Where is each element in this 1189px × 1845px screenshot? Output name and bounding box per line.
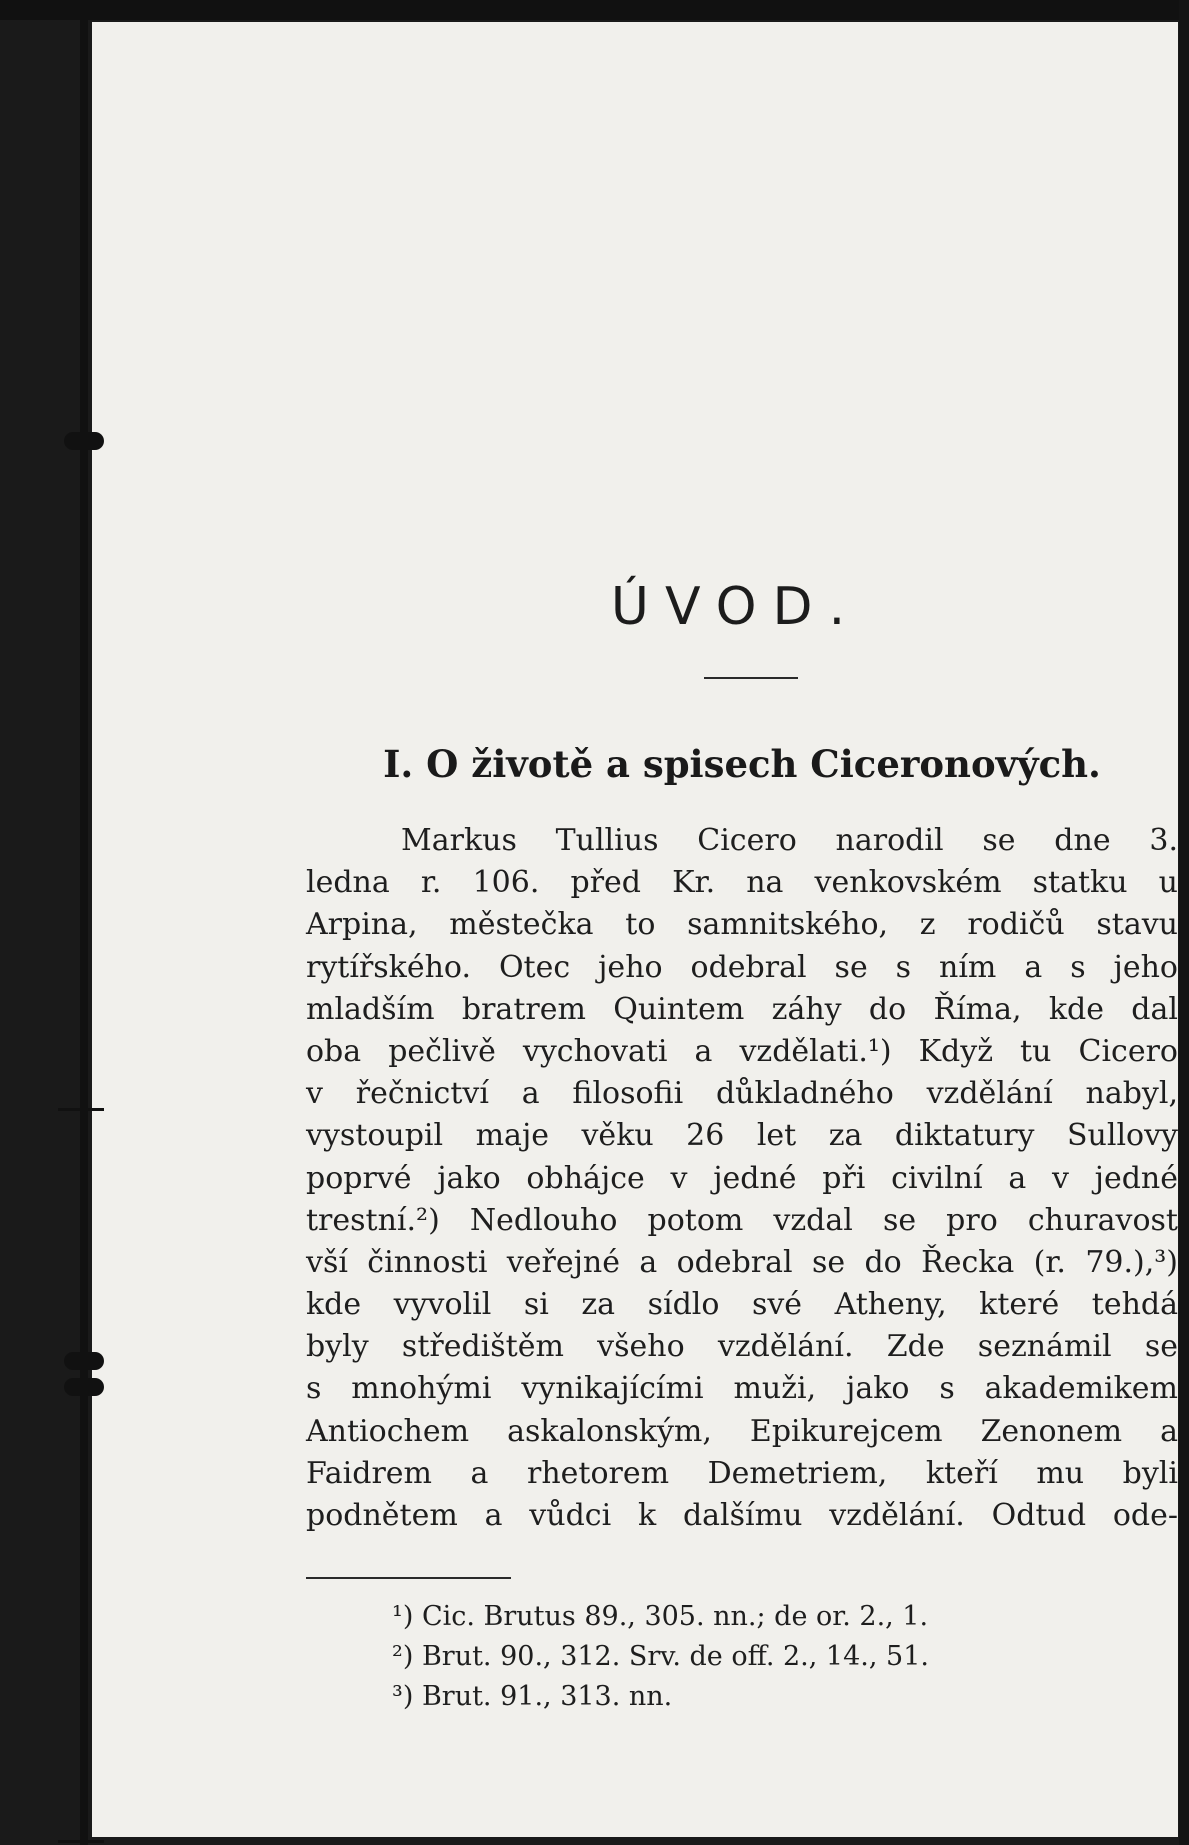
text-line: poprvé jako obhájce v jedné při civilní a v jedné bbox=[306, 1160, 1178, 1196]
text-line: v řečnictví a filosofii důkladného vzdělání nabyl, bbox=[306, 1076, 1178, 1112]
section-title: I. O životě a spisech Ciceronových. bbox=[383, 742, 1101, 786]
binding-knot bbox=[64, 432, 104, 450]
footnote: ¹) Cic. Brutus 89., 305. nn.; de or. 2., 1. bbox=[392, 1601, 929, 1632]
text-line: Arpina, městečka to samnitského, z rodičů stavu bbox=[306, 907, 1178, 943]
text-line: Markus Tullius Cicero narodil se dne 3. bbox=[401, 823, 1178, 858]
footnote: ³) Brut. 91., 313. nn. bbox=[392, 1681, 673, 1712]
text-line: s mnohými vynikajícími muži, jako s akademikem bbox=[306, 1371, 1178, 1407]
footnote: ²) Brut. 90., 312. Srv. de off. 2., 14., 51. bbox=[392, 1641, 929, 1672]
binding-knot bbox=[64, 1378, 104, 1396]
book-page bbox=[92, 22, 1178, 1837]
text-line: rytířského. Otec jeho odebral se s ním a s jeho bbox=[306, 949, 1178, 985]
text-line: Antiochem askalonským, Epikurejcem Zenonem a bbox=[306, 1413, 1178, 1449]
text-line: oba pečlivě vychovati a vzdělati.¹) Když tu Cicero bbox=[306, 1033, 1178, 1069]
body-paragraph bbox=[306, 820, 1178, 1537]
heading-divider bbox=[704, 677, 798, 679]
text-line: kde vyvolil si za sídlo své Atheny, které tehdá bbox=[306, 1287, 1178, 1323]
text-line: byly středištěm všeho vzdělání. Zde seznámil se bbox=[306, 1329, 1178, 1365]
binding-stitch bbox=[58, 1108, 104, 1111]
text-line: trestní.²) Nedlouho potom vzdal se pro churavost bbox=[306, 1202, 1178, 1238]
binding-knot bbox=[64, 1352, 104, 1370]
text-line: podnětem a vůdci k dalšímu vzdělání. Odtud ode- bbox=[306, 1498, 1178, 1533]
text-line: Faidrem a rhetorem Demetriem, kteří mu byli bbox=[306, 1455, 1178, 1491]
text-line: mladším bratrem Quintem záhy do Říma, kde dal bbox=[306, 991, 1178, 1027]
scan-right-edge bbox=[1179, 0, 1189, 1845]
binding-stitch bbox=[58, 1840, 104, 1843]
text-line: vystoupil maje věku 26 let za diktatury Sullovy bbox=[306, 1118, 1178, 1154]
text-line: vší činnosti veřejné a odebral se do Řecka (r. 79.),³) bbox=[306, 1244, 1178, 1280]
footnote-divider bbox=[306, 1577, 511, 1579]
binding-spine bbox=[80, 0, 88, 1845]
text-line: ledna r. 106. před Kr. na venkovském statku u bbox=[306, 865, 1178, 901]
chapter-heading: ÚVOD. bbox=[610, 577, 862, 637]
footnotes bbox=[392, 1597, 1092, 1717]
scan-top-edge bbox=[0, 0, 1189, 20]
